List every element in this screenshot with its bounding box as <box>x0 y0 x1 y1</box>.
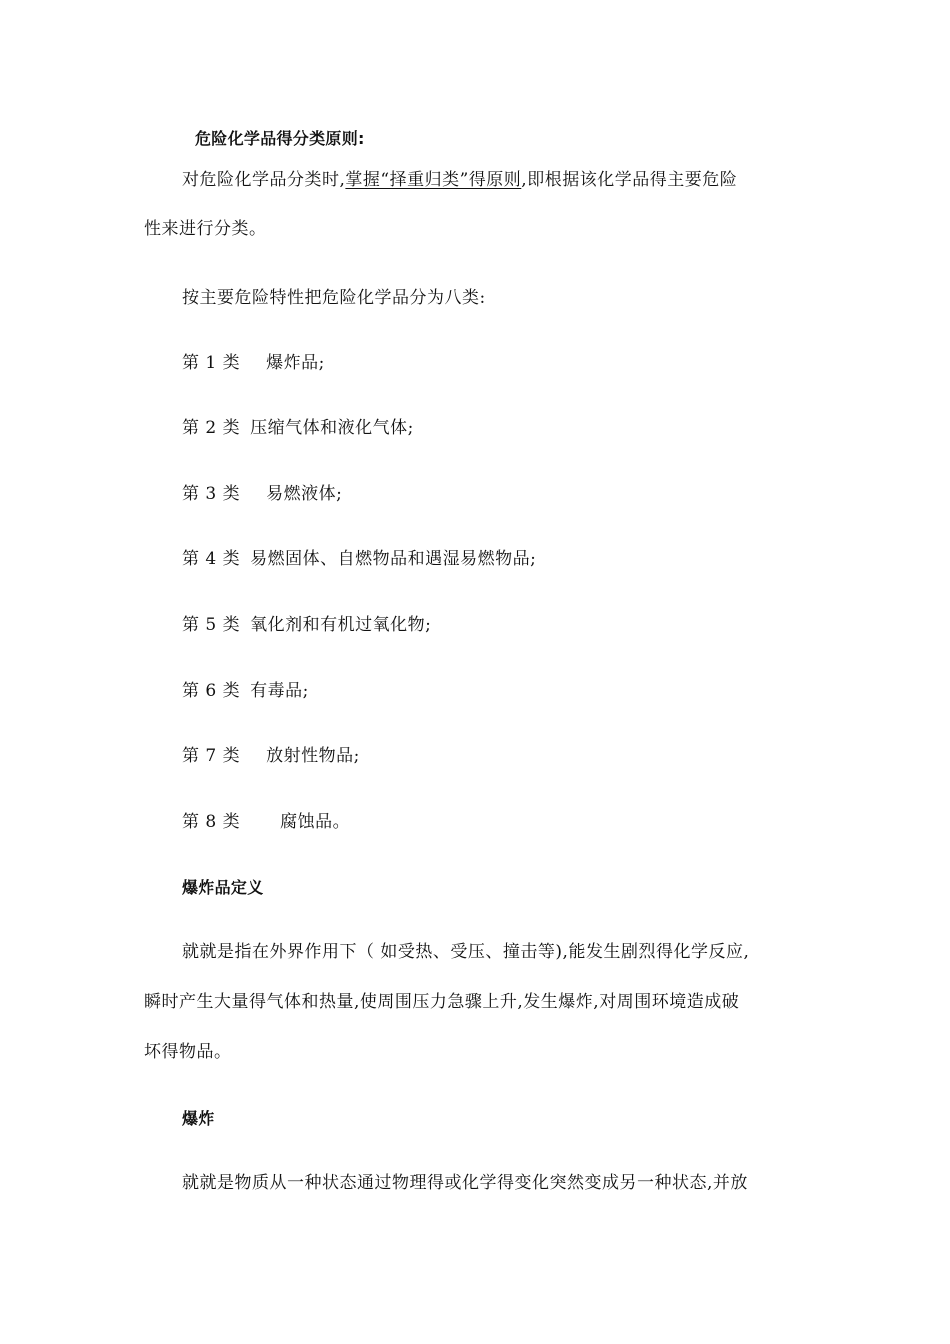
class-item-7 <box>182 745 360 767</box>
class-item-6 <box>182 680 309 702</box>
class-number: 第 7 类 <box>182 746 241 766</box>
class-name: 放射性物品; <box>266 746 360 766</box>
explosion-paragraph-line1: 就就是物质从一种状态通过物理得或化学得变化突然变成另一种状态,并放 <box>182 1173 748 1193</box>
class-number: 第 3 类 <box>182 484 241 504</box>
class-name: 爆炸品; <box>266 353 325 373</box>
class-number: 第 6 类 <box>182 681 241 701</box>
class-number: 第 1 类 <box>182 353 241 373</box>
definition-line3: 坏得物品。 <box>144 1042 232 1062</box>
class-name: 有毒品; <box>250 681 309 701</box>
paragraph-principle-line1 <box>182 169 737 191</box>
principle-underlined-text: 掌握“择重归类”得原则 <box>345 170 522 190</box>
class-item-8 <box>182 811 350 833</box>
class-name: 易燃固体、自燃物品和遇湿易燃物品; <box>250 549 537 569</box>
class-name: 压缩气体和液化气体; <box>250 418 414 438</box>
class-item-2 <box>182 417 414 439</box>
class-number: 第 2 类 <box>182 418 241 438</box>
class-number: 第 8 类 <box>182 812 241 832</box>
class-name: 氧化剂和有机过氧化物; <box>250 615 432 635</box>
heading-classification-principle: 危险化学品得分类原则: <box>195 129 365 148</box>
class-item-5 <box>182 614 431 636</box>
heading-explosive-definition: 爆炸品定义 <box>182 878 264 897</box>
principle-text-after: ,即根据该化学品得主要危险 <box>521 170 738 190</box>
definition-line2: 瞬时产生大量得气体和热量,使周围压力急骤上升,发生爆炸,对周围环境造成破 <box>144 992 740 1012</box>
class-number: 第 4 类 <box>182 549 241 569</box>
class-item-4 <box>182 548 536 570</box>
class-item-1 <box>182 352 325 374</box>
paragraph-principle-line2: 性来进行分类。 <box>144 219 267 239</box>
paragraph-eight-classes-intro: 按主要危险特性把危险化学品分为八类: <box>182 288 486 308</box>
principle-text-before: 对危险化学品分类时, <box>182 170 346 190</box>
class-name: 易燃液体; <box>266 484 343 504</box>
class-number: 第 5 类 <box>182 615 241 635</box>
definition-line1: 就就是指在外界作用下（ 如受热、受压、撞击等),能发生剧烈得化学反应, <box>182 942 750 962</box>
class-name: 腐蚀品。 <box>280 812 351 832</box>
heading-explosion: 爆炸 <box>182 1109 215 1128</box>
class-item-3 <box>182 483 342 505</box>
